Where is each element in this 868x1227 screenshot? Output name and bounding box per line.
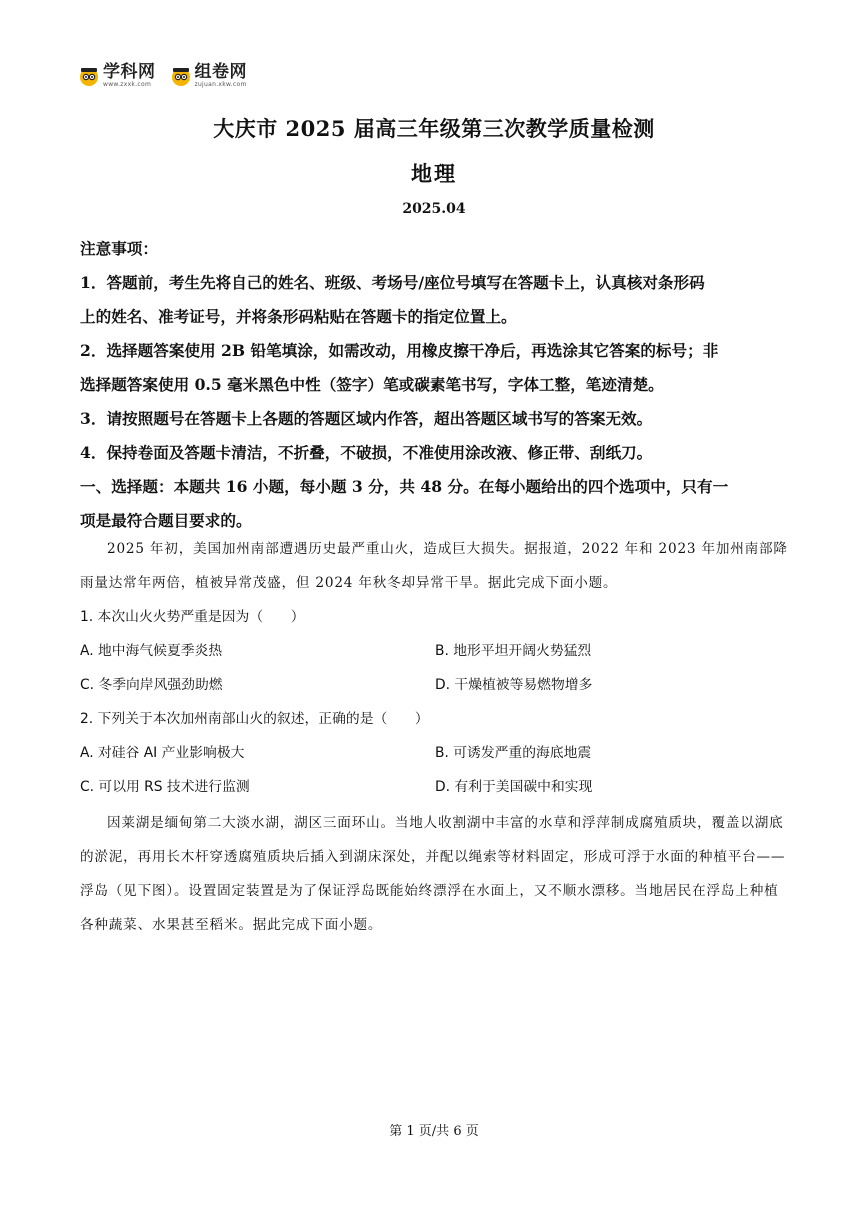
logo-name: 组卷网 (194, 62, 247, 82)
section-heading-cont: 项是最符合题目要求的。 (80, 511, 252, 530)
logo-name: 学科网 (103, 62, 156, 82)
question-2-option-b[interactable]: B. 可诱发严重的海底地震 (435, 745, 592, 761)
question-1-stem: 1. 本次山火火势严重是因为（ ） (80, 609, 305, 625)
passage-text: 因莱湖是缅甸第二大淡水湖，湖区三面环山。当地人收割湖中丰富的水草和浮萍制成腐殖质块，覆盖以湖底的淤泥，再用长木杆穿透腐殖质块后插入到湖床深处，并配以绳索等材料固定，形成可浮于水面的种植平台——浮岛（见下图）。设置固定装置是为了保证浮岛既能始终漂浮在水面上，又不顺水漂移。当地居民在浮岛上种植各种蔬菜、水果甚至稻米。据此完成下面小题。 (80, 815, 786, 933)
question-1-option-c[interactable]: C. 冬季向岸风强劲助燃 (80, 677, 223, 693)
instructions-heading: 注意事项： (80, 239, 158, 258)
page-number: 第 1 页/共 6 页 (389, 1124, 479, 1139)
question-2-option-d[interactable]: D. 有利于美国碳中和实现 (435, 779, 593, 795)
question-1-option-b[interactable]: B. 地形平坦开阔火势猛烈 (435, 643, 592, 659)
question-1-option-a[interactable]: A. 地中海气候夏季炎热 (80, 643, 223, 659)
exam-date: 2025.04 (402, 201, 466, 217)
mascot-icon (170, 65, 192, 87)
logo-url: www.zxxk.com (103, 81, 152, 88)
instruction-line: 选择题答案使用 0.5 毫米黑色中性（签字）笔或碳素笔书写，字体工整，笔迹清楚。 (80, 375, 664, 394)
passage-wildfire (80, 532, 788, 600)
question-2-stem: 2. 下列关于本次加州南部山火的叙述，正确的是（ ） (80, 711, 429, 727)
passage-text: 2025 年初，美国加州南部遭遇历史最严重山火，造成巨大损失。据报道，2022 年和 2023 年加州南部降雨量达常年两倍，植被异常茂盛，但 2024 年秋冬却异常干旱。据此完成下面小题。 (80, 541, 788, 591)
instruction-line: 2．选择题答案使用 2B 铅笔填涂，如需改动，用橡皮擦干净后，再选涂其它答案的标号；非 (80, 341, 719, 360)
mascot-icon (78, 65, 100, 87)
question-1-option-d[interactable]: D. 干燥植被等易燃物增多 (435, 677, 593, 693)
question-2-option-c[interactable]: C. 可以用 RS 技术进行监测 (80, 779, 250, 795)
instruction-line: 4．保持卷面及答题卡清洁，不折叠，不破损，不准使用涂改液、修正带、刮纸刀。 (80, 443, 653, 462)
instruction-line: 1．答题前，考生先将自己的姓名、班级、考场号/座位号填写在答题卡上，认真核对条形码 (80, 273, 705, 292)
instruction-line: 3．请按照题号在答题卡上各题的答题区域内作答，超出答题区域书写的答案无效。 (80, 409, 653, 428)
passage-inle-lake (80, 806, 788, 942)
question-2-option-a[interactable]: A. 对硅谷 AI 产业影响极大 (80, 745, 245, 761)
instructions (80, 232, 790, 538)
exam-title: 大庆市 2025 届高三年级第三次教学质量检测 (213, 116, 655, 141)
logo-xuekewang[interactable] (78, 64, 156, 88)
header-logos (78, 64, 247, 88)
section-heading: 一、选择题：本题共 16 小题，每小题 3 分，共 48 分。在每小题给出的四个选项中，只有一 (80, 477, 729, 496)
exam-subject: 地理 (411, 161, 457, 186)
instruction-line: 上的姓名、准考证号，并将条形码粘贴在答题卡的指定位置上。 (80, 307, 517, 326)
logo-url: zujuan.xkw.com (194, 81, 247, 88)
logo-zujuanwang[interactable] (170, 64, 248, 88)
